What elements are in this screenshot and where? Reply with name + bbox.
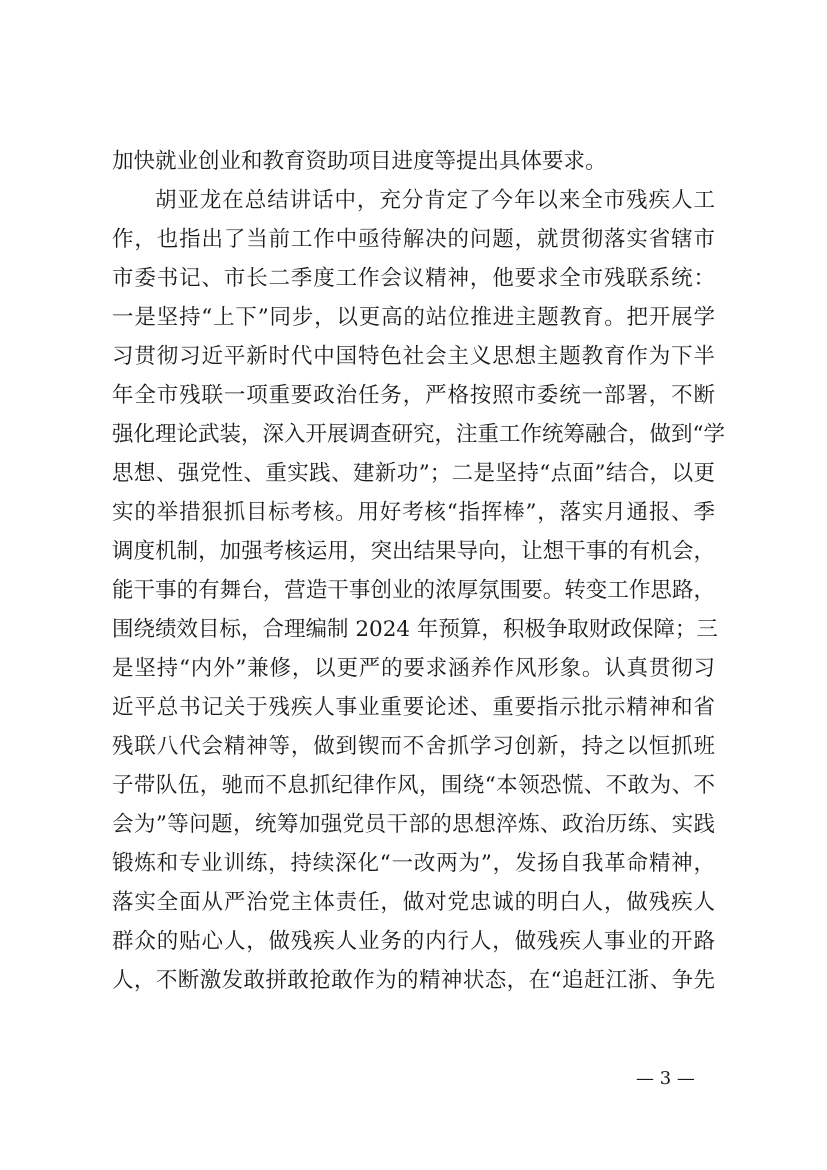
text-line: 围绕绩效目标，合理编制 2024 年预算，积极争取财政保障；三 — [112, 617, 718, 642]
text-line: 近平总书记关于残疾人事业重要论述、重要指示批示精神和省 — [112, 695, 715, 720]
text-line: 习贯彻习近平新时代中国特色社会主义思想主题教育作为下半 — [112, 344, 715, 369]
text-line: 能干事的有舞台，营造干事创业的浓厚氛围要。转变工作思路， — [112, 578, 715, 603]
text-line: 锻炼和专业训练，持续深化“一改两为”，发扬自我革命精神， — [112, 851, 715, 876]
body-text — [112, 142, 725, 1000]
text-line: 胡亚龙在总结讲话中，充分肯定了今年以来全市残疾人工 — [155, 188, 715, 213]
text-line: 一是坚持“上下”同步，以更高的站位推进主题教育。把开展学 — [112, 305, 715, 330]
text-line: 落实全面从严治党主体责任，做对党忠诚的明白人，做残疾人 — [112, 890, 715, 915]
text-line: 人，不断激发敢拼敢抢敢作为的精神状态，在“追赶江浙、争先 — [112, 968, 715, 993]
text-line: 年全市残联一项重要政治任务，严格按照市委统一部署，不断 — [112, 383, 715, 408]
text-line: 群众的贴心人，做残疾人业务的内行人，做残疾人事业的开路 — [112, 929, 715, 954]
text-line: 思想、强党性、重实践、建新功”；二是坚持“点面”结合，以更 — [112, 461, 715, 486]
text-line: 是坚持“内外”兼修，以更严的要求涵养作风形象。认真贯彻习 — [112, 656, 715, 681]
text-line: 强化理论武装，深入开展调查研究，注重工作统筹融合，做到“学 — [112, 422, 725, 447]
text-line: 作，也指出了当前工作中亟待解决的问题，就贯彻落实省辖市 — [112, 227, 715, 252]
text-line: 残联八代会精神等，做到锲而不舍抓学习创新，持之以恒抓班 — [112, 734, 715, 759]
text-line: 会为”等问题，统筹加强党员干部的思想淬炼、政治历练、实践 — [112, 812, 715, 837]
page-number: — 3 — — [636, 1068, 695, 1089]
text-line: 调度机制，加强考核运用，突出结果导向，让想干事的有机会， — [112, 539, 715, 564]
text-line: 加快就业创业和教育资助项目进度等提出具体要求。 — [112, 149, 607, 174]
text-line: 实的举措狠抓目标考核。用好考核“指挥棒”，落实月通报、季 — [112, 500, 715, 525]
text-line: 市委书记、市长二季度工作会议精神，他要求全市残联系统： — [112, 266, 715, 291]
text-line: 子带队伍，驰而不息抓纪律作风，围绕“本领恐慌、不敢为、不 — [112, 773, 715, 798]
